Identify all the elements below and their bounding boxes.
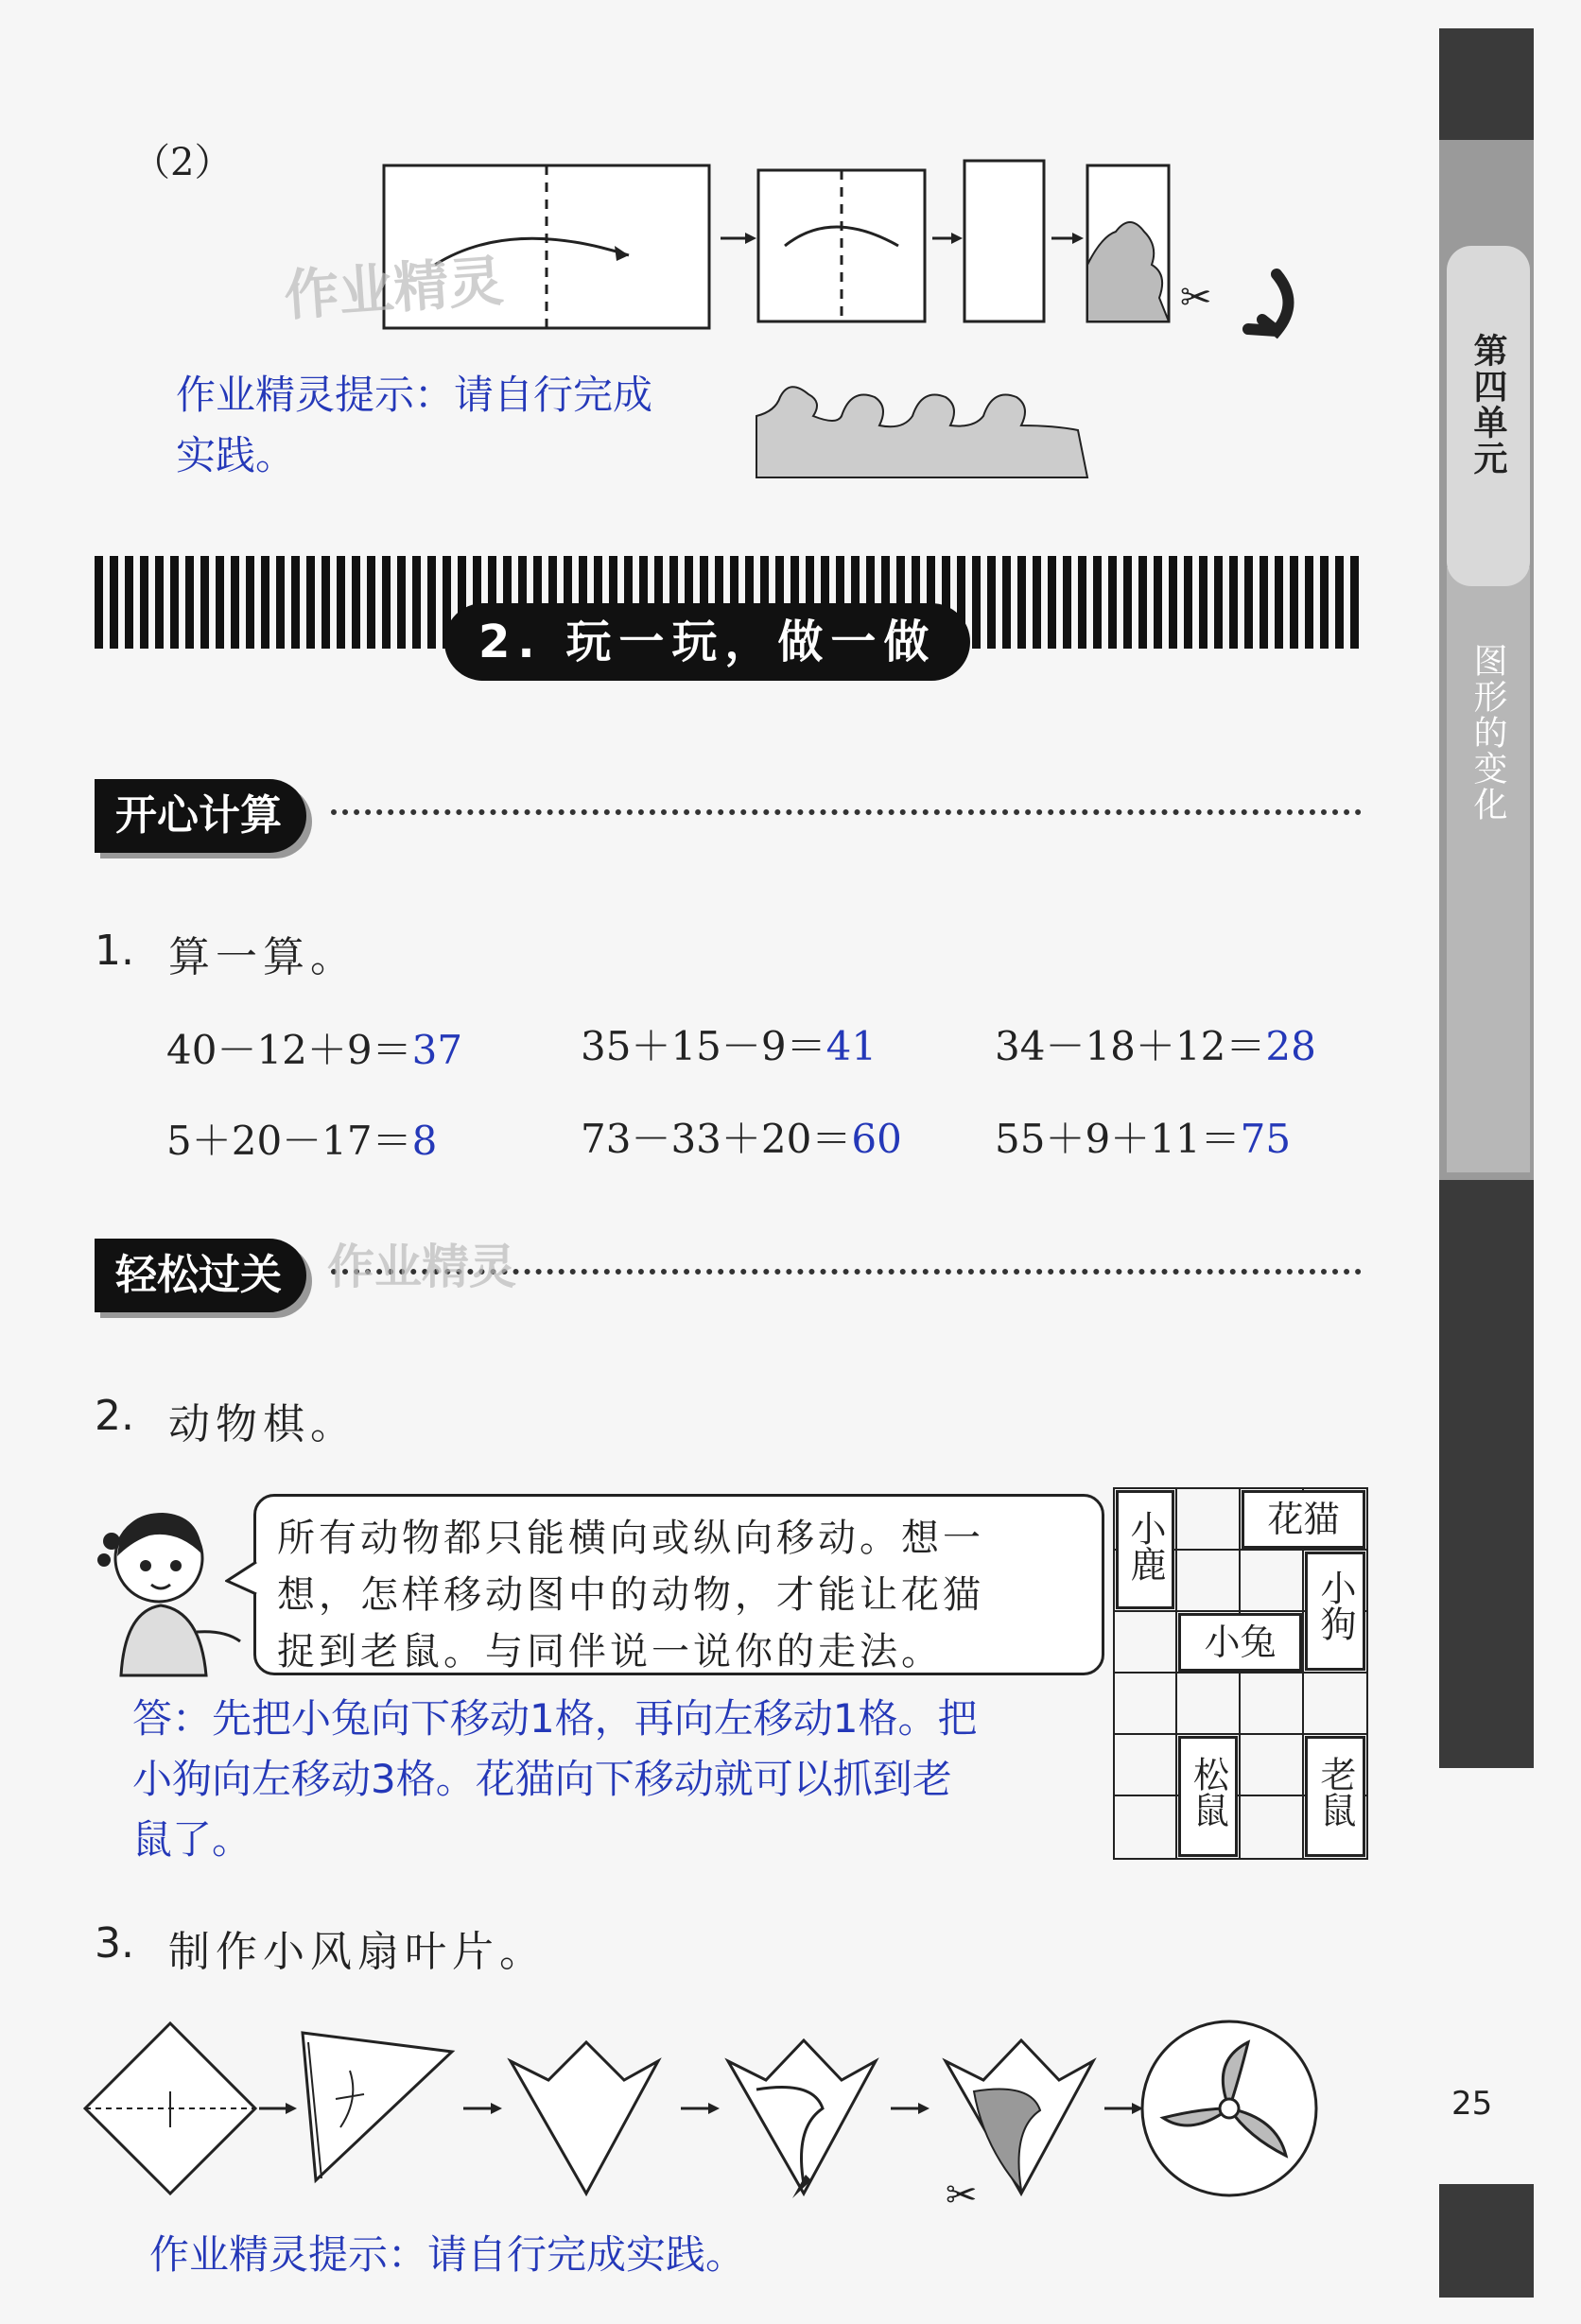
calc-answer: 60 — [851, 1116, 902, 1162]
watermark: 作业精灵 — [327, 1240, 516, 1294]
speech-bubble-tail — [225, 1560, 257, 1598]
calc-expr: 73－33＋20＝ — [581, 1116, 852, 1162]
q1-title: 算一算。 — [168, 933, 357, 981]
speech-line: 捉到老鼠。与同伴说一说你的走法。 — [277, 1630, 943, 1674]
piece-dog — [1305, 1552, 1365, 1671]
piece-mouse-label: 老鼠 — [1314, 1756, 1356, 1828]
calc-answer: 75 — [1240, 1116, 1292, 1162]
calc-item — [166, 1110, 437, 1167]
animal-chess-board — [1112, 1486, 1369, 1861]
speech-bubble — [253, 1494, 1104, 1675]
calc-expr: 55＋9＋11＝ — [995, 1116, 1241, 1162]
calc-expr: 35＋15－9＝ — [581, 1023, 826, 1069]
unit-label: 第四单元 — [1468, 333, 1507, 477]
calc-item — [166, 1019, 462, 1076]
page-number: 25 — [1451, 2085, 1493, 2123]
q3-title: 制作小风扇叶片。 — [168, 1928, 547, 1976]
watermark: 作业精灵 — [282, 248, 506, 328]
calc-expr: 34－18＋12＝ — [995, 1023, 1266, 1069]
hint-top-line-2: 实践。 — [176, 432, 296, 478]
hint-top-line-1: 作业精灵提示：请自行完成 — [176, 372, 653, 418]
calc-item — [995, 1108, 1291, 1165]
piece-deer — [1116, 1490, 1174, 1609]
topic-label: 图形的变化 — [1468, 643, 1507, 823]
section-banner-title: 2. 玩一玩，做一做 — [444, 603, 970, 681]
calc-expr: 5＋20－17＝ — [166, 1118, 412, 1164]
svg-text:✂: ✂ — [1180, 276, 1212, 320]
piece-deer-label: 小鹿 — [1124, 1510, 1166, 1582]
part-2-label: （2） — [132, 141, 233, 184]
piece-dog-label: 小狗 — [1314, 1570, 1356, 1641]
answer-line: 小狗向左移动3格。花猫向下移动就可以抓到老 — [132, 1756, 952, 1802]
speech-line: 所有动物都只能横向或纵向移动。想一 — [277, 1517, 984, 1560]
calc-item — [581, 1108, 902, 1165]
paper-ducks-chain — [752, 373, 1097, 487]
calc-item — [995, 1015, 1316, 1072]
piece-mouse — [1305, 1736, 1365, 1857]
piece-squirrel — [1178, 1736, 1238, 1857]
piece-rabbit — [1178, 1613, 1302, 1672]
piece-cat-label: 花猫 — [1267, 1499, 1340, 1540]
dotted-divider — [331, 809, 1362, 815]
calc-answer: 8 — [411, 1118, 438, 1164]
paper-folding-diagram — [369, 142, 1343, 369]
q2-answer — [132, 1689, 977, 1870]
section-calc-label: 开心计算 — [95, 779, 306, 853]
piece-rabbit-label: 小兔 — [1204, 1622, 1277, 1663]
calc-item — [581, 1015, 877, 1072]
hint-top — [176, 365, 652, 486]
calc-expr: 40－12＋9＝ — [166, 1027, 412, 1073]
calc-answer: 28 — [1265, 1023, 1316, 1069]
calc-answer: 37 — [411, 1027, 463, 1073]
q2-number: 2. — [95, 1392, 134, 1440]
piece-cat — [1242, 1490, 1365, 1549]
svg-text:✂: ✂ — [946, 2174, 978, 2212]
answer-line: 答：先把小兔向下移动1格，再向左移动1格。把 — [132, 1695, 978, 1742]
section-pass-label: 轻松过关 — [95, 1239, 306, 1312]
hint-bottom: 作业精灵提示：请自行完成实践。 — [149, 2231, 746, 2278]
calc-answer: 41 — [825, 1023, 877, 1069]
speech-line: 想，怎样移动图中的动物，才能让花猫 — [277, 1573, 984, 1617]
fan-blade-steps-diagram — [76, 2004, 1381, 2212]
q1-number: 1. — [95, 927, 134, 975]
q2-title: 动物棋。 — [168, 1400, 357, 1448]
q3-number: 3. — [95, 1919, 134, 1968]
piece-squirrel-label: 松鼠 — [1187, 1756, 1229, 1828]
answer-line: 鼠了。 — [132, 1816, 252, 1863]
